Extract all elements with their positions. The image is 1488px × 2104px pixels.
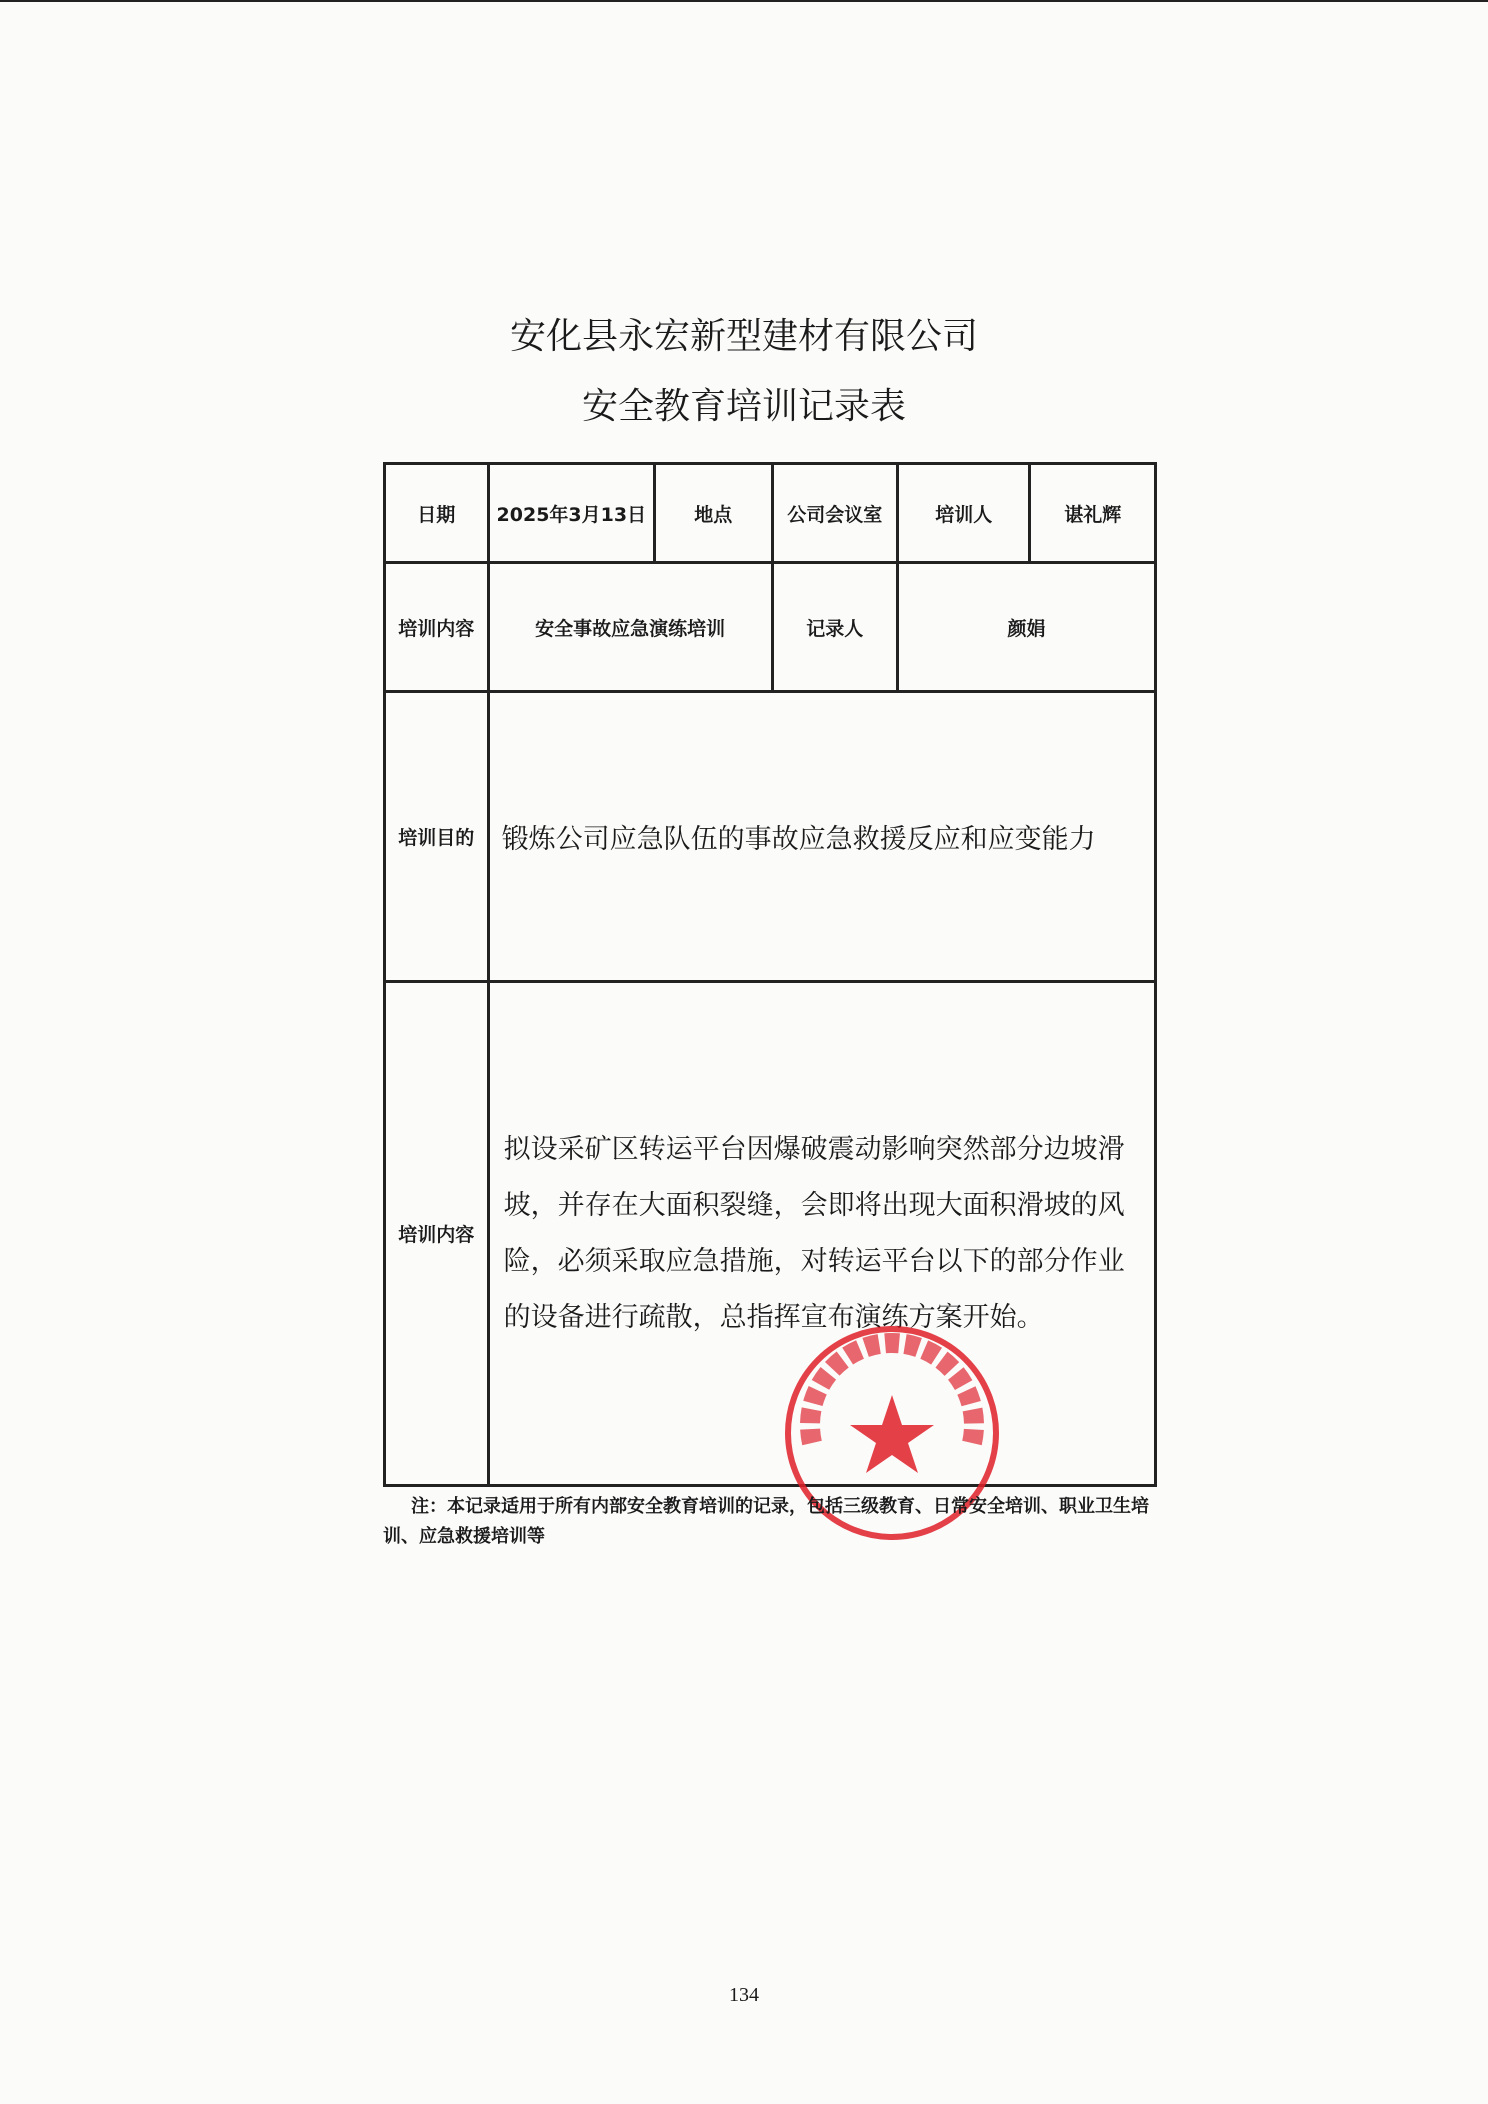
date-value: 2025年3月13日 xyxy=(488,464,654,563)
trainer-value: 谌礼辉 xyxy=(1030,464,1156,563)
table-row xyxy=(385,692,1156,982)
topic-label: 培训内容 xyxy=(385,563,489,692)
recorder-label: 记录人 xyxy=(772,563,897,692)
purpose-label: 培训目的 xyxy=(385,692,489,982)
footnote: 注：本记录适用于所有内部安全教育培训的记录，包括三级教育、日常安全培训、职业卫生培训、应急救援培训等 xyxy=(383,1496,1149,1547)
location-value: 公司会议室 xyxy=(772,464,897,563)
content-label: 培训内容 xyxy=(385,982,489,1486)
date-label: 日期 xyxy=(385,464,489,563)
table-row xyxy=(385,563,1156,692)
table-row xyxy=(385,982,1156,1486)
table-row xyxy=(385,464,1156,563)
trainer-label: 培训人 xyxy=(898,464,1030,563)
star-icon xyxy=(850,1395,934,1473)
training-record-table xyxy=(383,462,1157,1487)
company-name: 安化县永宏新型建材有限公司 xyxy=(509,316,978,357)
topic-value: 安全事故应急演练培训 xyxy=(488,563,772,692)
page-number: 134 xyxy=(729,1984,759,2006)
location-label: 地点 xyxy=(655,464,773,563)
recorder-value: 颜娟 xyxy=(898,563,1156,692)
purpose-value: 锻炼公司应急队伍的事故应急救援反应和应变能力 xyxy=(488,692,1155,982)
form-title: 安全教育培训记录表 xyxy=(581,386,906,427)
scan-border xyxy=(0,0,1488,2)
content-value: 拟设采矿区转运平台因爆破震动影响突然部分边坡滑坡，并存在大面积裂缝，会即将出现大面积滑坡的风险，必须采取应急措施，对转运平台以下的部分作业的设备进行疏散，总指挥宣布演练方案开始。 xyxy=(488,982,1155,1486)
